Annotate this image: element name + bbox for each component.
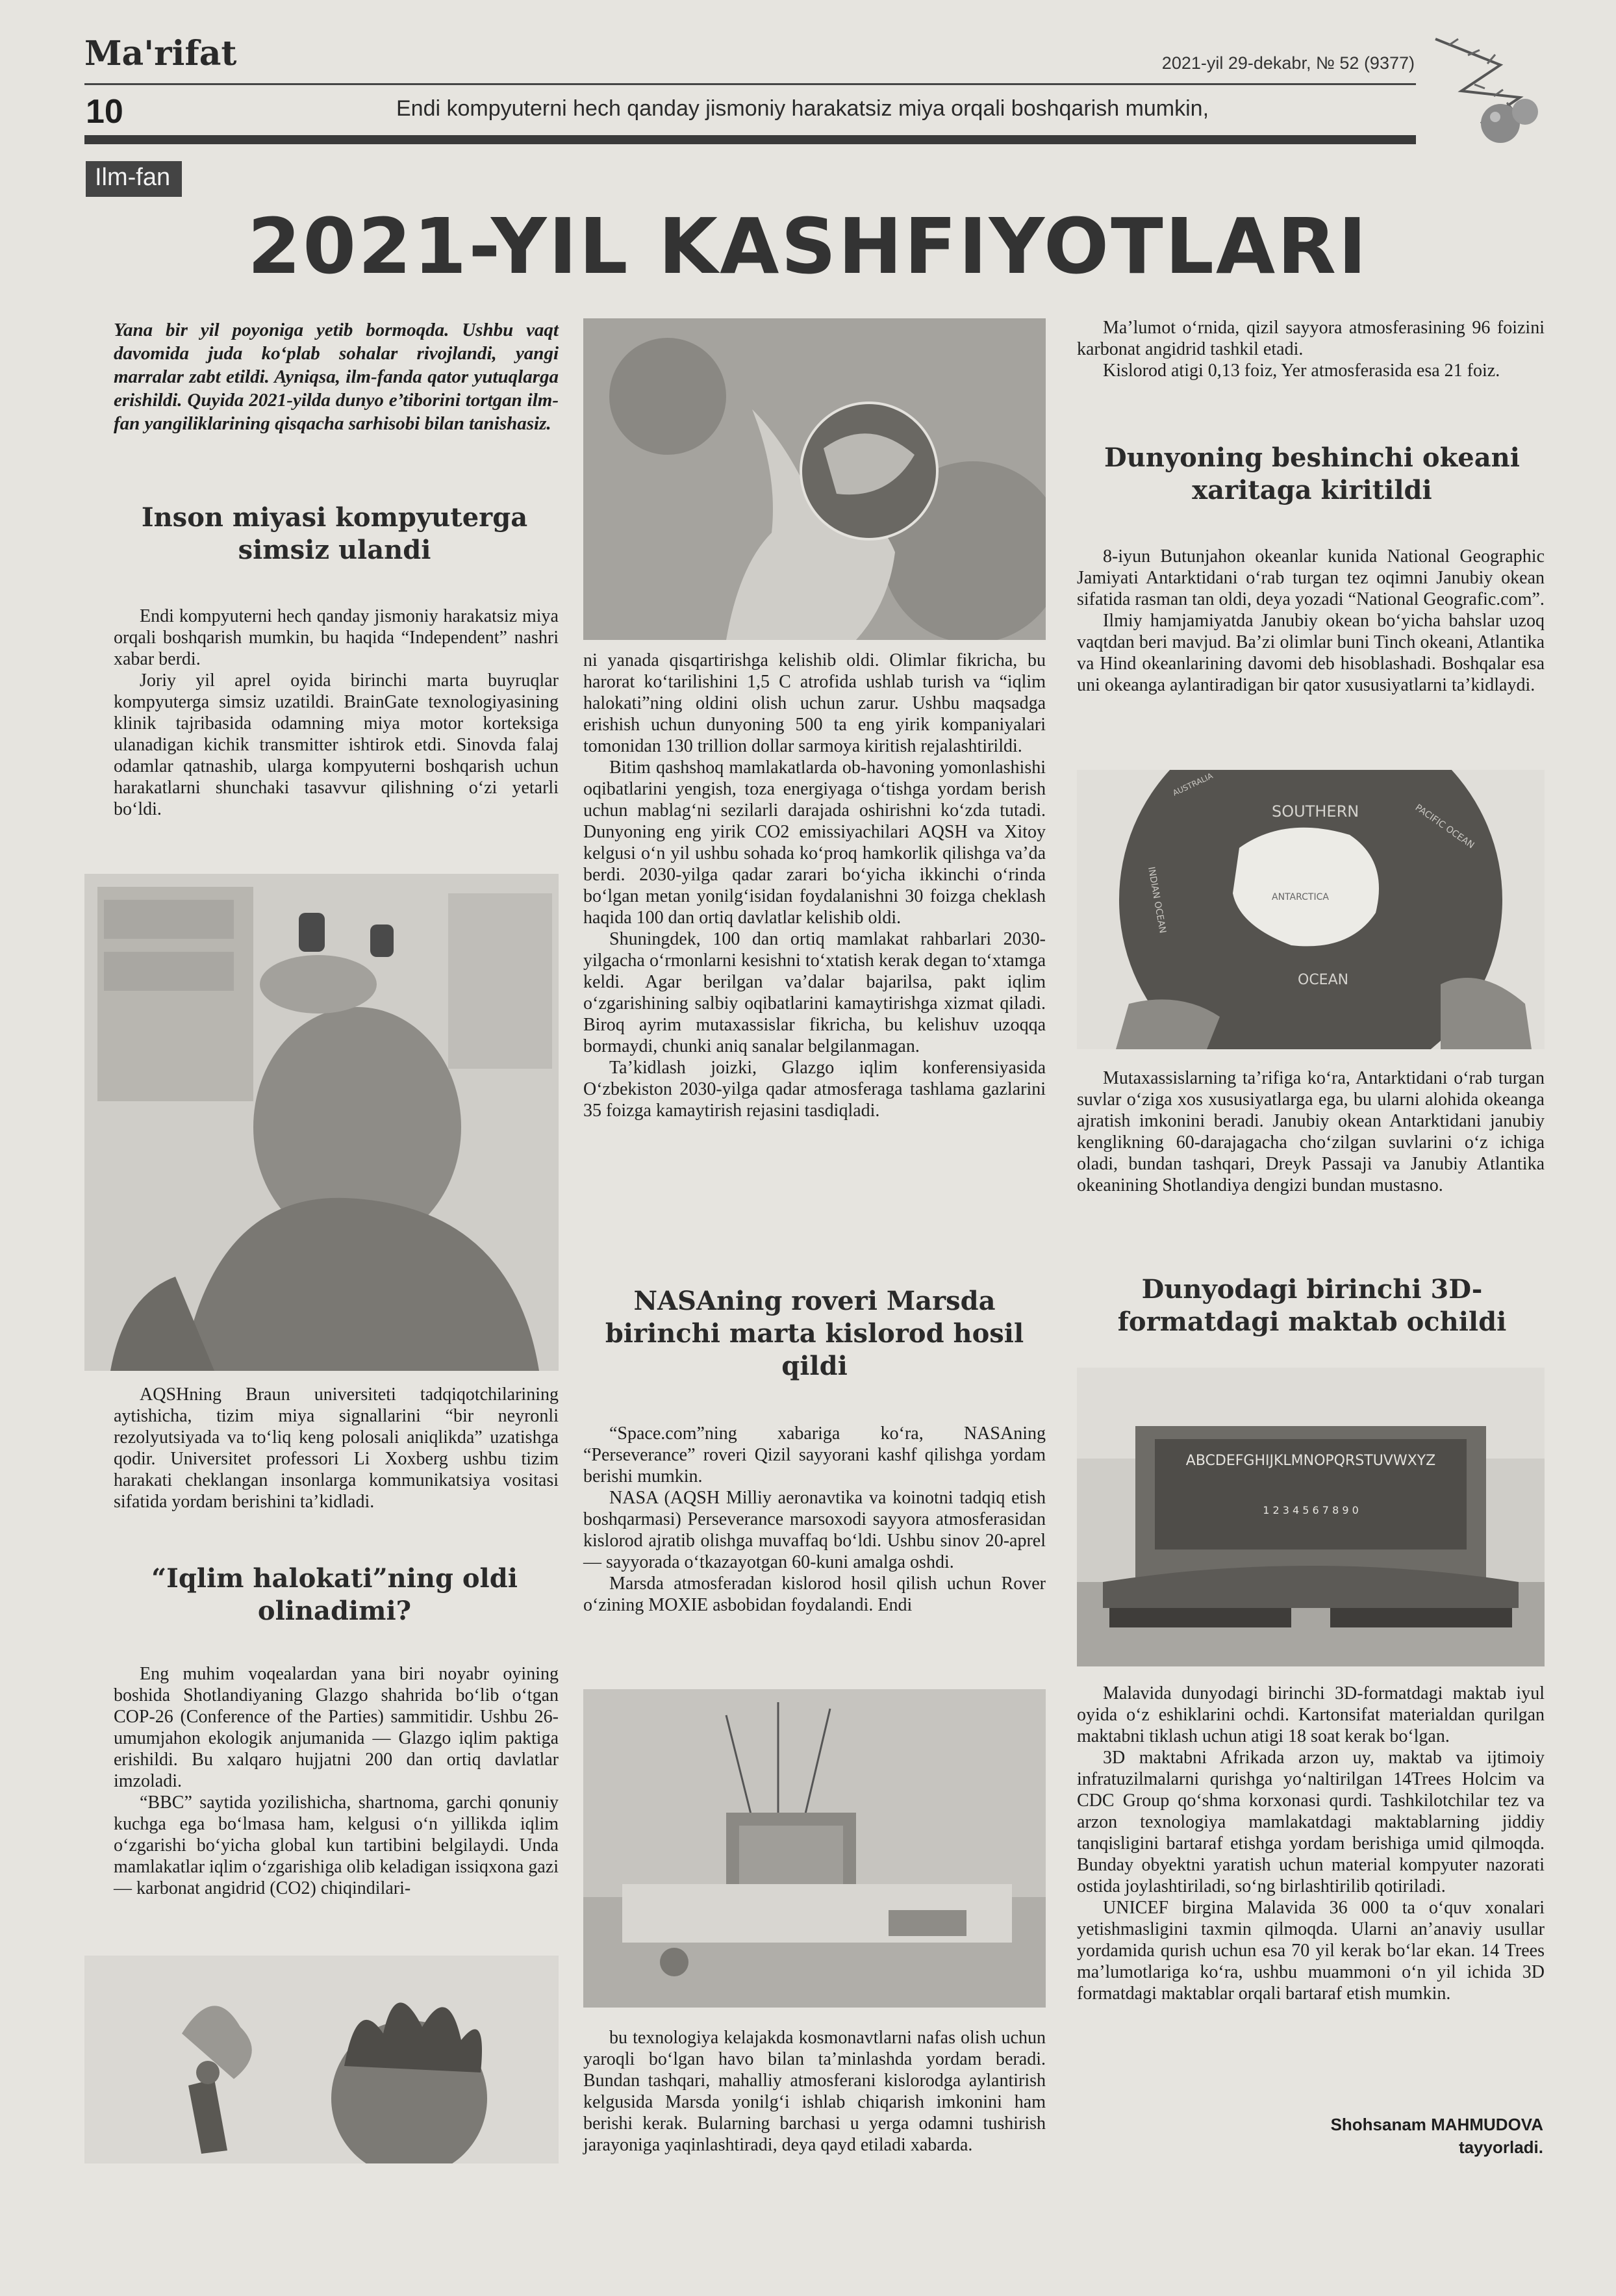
- paragraph: Marsda atmosferadan kislorod hosil qilish uchun Rover o‘zining MOXIE asbobidan foydalandi. Endi: [583, 1574, 1046, 1615]
- article-body: [114, 606, 559, 820]
- article-body: [1077, 1067, 1545, 1196]
- map-southern-ocean: [1077, 770, 1545, 1049]
- article-body: [583, 650, 1046, 1121]
- board-digits: 1 2 3 4 5 6 7 8 9 0: [1263, 1504, 1359, 1516]
- map-label: ANTARCTICA: [1272, 892, 1329, 902]
- header-bar: [84, 135, 1416, 144]
- paragraph: NASA (AQSH Milliy aeronavtika va koinotni tadqiq etish boshqarmasi) Perseverance marsoxodi sayyora atmosferasidan kislorod ajratib olishga muvaffaq bo‘ldi. Ushbu sinov 20-aprel — sayyorada o‘tkazayotgan 60-kuni amalga oshdi.: [583, 1488, 1046, 1572]
- running-header: Endi kompyuterni hech qanday jismoniy harakatsiz miya orqali boshqarish mumkin,: [396, 96, 1209, 121]
- paragraph: “BBC” saytida yozilishicha, shartnoma, garchi qonuniy kuchga ega bo‘lmasa ham, kelgusi o‘n yillikda iqlim o‘zgarishi bo‘yicha global kun tartibini belgilaydi. Unda mamlakatlar iqlim o‘zgarishiga olib keladigan issiqxona gazi — karbonat angidrid (CO2) chiqindilari-: [114, 1792, 559, 1898]
- photo-moxie-instrument: [583, 1689, 1046, 2008]
- article-body: [114, 1384, 559, 1512]
- article-heading: Dunyodagi birinchi 3D-formatdagi maktab ochildi: [1117, 1274, 1507, 1337]
- author-name: Shohsanam MAHMUDOVA: [1330, 2115, 1543, 2134]
- illustration-burning-earth: [84, 1956, 559, 2163]
- paragraph: Shuningdek, 100 dan ortiq mamlakat rahbarlari 2030-yilgacha o‘rmonlarni kesishni to‘xtatish kerak degan to‘xtamga keldi. Agar berilgan va’dalar bajarilsa, pakt iqlim o‘zgarishining salbiy oqibatlarini kamaytirishga xizmat qiladi. Biroq ayrim mutaxassislar fikricha, bu kelishuv uzoqqa bormaydi, chunki aniq sanalar belgilanmagan.: [583, 929, 1046, 1056]
- paragraph: UNICEF birgina Malavida 36 000 ta o‘quv xonalari yetishmasligini taxmin qilmoqda. Ularni an’anaviy usullar yordamida qurish uchun esa 70 yil kerak bo‘lar ekan. 14 Trees ma’lumotlariga ko‘ra, ushbu muammoni o‘n yil ichida 3D formatdagi maktablar orqali bartaraf etish mumkin.: [1077, 1898, 1545, 2004]
- paragraph: bu texnologiya kelajakda kosmonavtlarni nafas olish uchun yaroqli bo‘lgan havo bilan ta’minlashda yordam beradi. Bundan tashqari, mahalliy atmosferani kislorodga aylantirish kelgusida Marsda yonilg‘i ishlab chiqarish imkonini ham berishi kerak. Bularning barchasi u yerga odamni tushirish jarayoniga yaqinlashtiradi, deya qayd etiladi xabarda.: [583, 2028, 1046, 2155]
- paragraph: 3D maktabni Afrikada arzon uy, maktab va ijtimoiy infratuzilmalarni qurishga yo‘naltirilgan 14Trees Holcim va CDC Group qo‘shma korxonasi qurdi. Tashkilotchilar tez va arzon texnologiya mamlakatdagi maktablarning jiddiy tanqisligini bartaraf etishga yordam berishiga umid qilmoqda. Bunday obyektni yaratish uchun material kompyuter nazorati ostida joylashtiriladi, so‘ng birlashtirilib qotiriladi.: [1077, 1748, 1545, 1896]
- photo-brain-implant-patient: [84, 874, 559, 1371]
- paragraph: Ma’lumot o‘rnida, qizil sayyora atmosferasining 96 foizini karbonat angidrid tashkil etadi.: [1077, 318, 1545, 359]
- article-body: [1077, 546, 1545, 696]
- article-body: [1077, 317, 1545, 381]
- christmas-ornament-icon: [1422, 26, 1552, 175]
- map-label: SOUTHERN: [1272, 802, 1359, 821]
- page-title: 2021-YIL KASHFIYOTLARI: [247, 201, 1369, 291]
- map-label: PACIFIC OCEAN: [1413, 802, 1476, 851]
- lead-paragraph: Yana bir yil poyoniga yetib bormoqda. Ushbu vaqt davomida juda ko‘plab sohalar rivojlandi, yangi marralar zabt etildi. Ayniqsa, ilm-fanda qator yutuqlarga erishildi. Quyida 2021-yilda dunyo e’tiborini tortgan ilm-fan yangiliklarining qisqacha sarhisobi bilan tanishasiz.: [114, 320, 559, 434]
- paragraph: Joriy yil aprel oyida birinchi marta buyruqlar kompyuterga simsiz uzatildi. BrainGate texnologiyasining klinik tajribasida odamning miya motor korteksiga ulanadigan kichik transmitter ishtirok etdi. Sinovda falaj odamlar qatnashib, ularga kompyuterni boshqarish uchun harakatlarni shunchaki tasavvur qilishning o‘zi yetarli bo‘ldi.: [114, 670, 559, 819]
- article-body: [1077, 1683, 1545, 2004]
- map-label: AUSTRALIA: [1171, 771, 1215, 798]
- article-heading: “Iqlim halokati”ning oldi olinadimi?: [151, 1563, 518, 1626]
- article-heading: Inson miyasi kompyuterga simsiz ulandi: [141, 502, 528, 565]
- paragraph: Mutaxassislarning ta’rifiga ko‘ra, Antarktidani o‘rab turgan suvlar o‘ziga xos xususiyatlarga ega, bu ularni alohida okeanga ajratish imkonini beradi. Janubiy okean Antarktidani janubiy kenglikning 60-darajagacha cho‘zilgan suvlarini o‘z ichiga oladi, bundan tashqari, Dreyk Passaji va Janubiy Atlantika okeanining Shotlandiya dengizi bundan mustasno.: [1077, 1068, 1545, 1195]
- paragraph: Bitim qashshoq mamlakatlarda ob-havoning yomonlashishi oqibatlarini yengish, toza energiyaga o‘tishga yordam berish uchun mablag‘ni sezilarli darajada oshirishni ko‘zda tutadi. Dunyoning eng yirik CO2 emissiyachilari AQSH va Xitoy kelgusi o‘n yil ushbu sohada ko‘proq hamkorlik qilishga va’da berdi. 2030-yilga qadar zarari bo‘yicha ikkinchi o‘rinda bo‘lgan metan yonilg‘isidan foydalanishni 30 foizga cheklash haqida 100 dan ortiq davlatlar kelishib oldi.: [583, 758, 1046, 928]
- map-label: OCEAN: [1298, 972, 1349, 988]
- paragraph: Kislorod atigi 0,13 foiz, Yer atmosferasida esa 21 foiz.: [1103, 361, 1500, 381]
- article-body: [114, 1663, 559, 1899]
- paragraph: ni yanada qisqartirishga kelishib oldi. Olimlar fikricha, bu harorat ko‘tarilishini 1,5 C atrofida ushlab turish va “iqlim halokati”ning oldini olish uchun zarur. Ushbu maqsadga erishish uchun dunyoning 500 ta eng yirik kompaniyalari tomonidan 130 trillion dollar sarmoya kiritish rejalashtirildi.: [583, 650, 1046, 756]
- masthead: Ma'rifat: [84, 34, 237, 73]
- board-alphabet: ABCDEFGHIJKLMNOPQRSTUVWXYZ: [1185, 1453, 1436, 1469]
- article-body: [583, 2027, 1046, 2156]
- top-rule: [84, 83, 1416, 85]
- map-label: INDIAN OCEAN: [1146, 865, 1168, 934]
- paragraph: Endi kompyuterni hech qanday jismoniy harakatsiz miya orqali boshqarish mumkin, bu haqida “Independent” nashri xabar berdi.: [114, 606, 559, 669]
- paragraph: 8-iyun Butunjahon okeanlar kunida National Geographic Jamiyati Antarktidani o‘rab turgan tez oqimni Janubiy okean sifatida rasman tan oldi, deya yozadi “National Geografic.com”.: [1077, 546, 1545, 609]
- article-body: [583, 1423, 1046, 1616]
- section-rubric: Ilm-fan: [86, 161, 182, 197]
- author-note: tayyorladi.: [1458, 2137, 1543, 2157]
- photo-3d-printed-school: [1077, 1368, 1545, 1666]
- paragraph: Eng muhim voqealardan yana biri noyabr oyining boshida Shotlandiyaning Glazgo shahrida bo‘lib o‘tgan COP-26 (Conference of the Parties) sammitidir. Ushbu 26-umumjahon ekologik anjumanida — Glazgo iqlim paktiga erishildi. Bu xalqaro hujjatni 200 dan ortiq davlatlar imzoladi.: [114, 1664, 559, 1791]
- paragraph: Ta’kidlash joizki, Glazgo iqlim konferensiyasida O‘zbekiston 2030-yilga qadar atmosferaga tashlama gazlarini 35 foizga kamaytirish rejasini tasdiqladi.: [583, 1058, 1046, 1121]
- page-number: 10: [86, 93, 123, 131]
- paragraph: Ilmiy hamjamiyatda Janubiy okean bo‘yicha bahslar uzoq vaqtdan beri mavjud. Ba’zi olimlar buni Tinch okeani, Atlantika va Hind okeanlarining davomi deb hisoblashadi. Boshqalar esa uni okeanga aylantiradigan bir qator xususiyatlarni ta’kidlaydi.: [1077, 611, 1545, 695]
- article-heading: NASAning roveri Marsda birinchi marta kislorod hosil qildi: [605, 1286, 1024, 1381]
- issue-date: 2021-yil 29-dekabr, № 52 (9377): [1161, 53, 1415, 73]
- article-heading: Dunyoning beshinchi okeani xaritaga kiritildi: [1104, 442, 1520, 505]
- paragraph: AQSHning Braun universiteti tadqiqotchilarining aytishicha, tizim miya signallarini “bir neyronli rezolyutsiyada va to‘liq keng polosali aniqlikda” uzatishga qodir. Universitet professori Li Xoxberg ushbu tizim harakati cheklangan insonlarga kommunikatsiya vositasi sifatida yordam berishini ta’kidladi.: [114, 1384, 559, 1512]
- paragraph: “Space.com”ning xabariga ko‘ra, NASAning “Perseverance” roveri Qizil sayyorani kashf qilishga yordam berishi mumkin.: [583, 1423, 1046, 1486]
- paragraph: Malavida dunyodagi birinchi 3D-formatdagi maktab iyul oyida o‘z eshiklarini ochdi. Kartonsifat materialdan qurilgan maktabni tiklash uchun atigi 18 soat kerak bo‘lgan.: [1077, 1683, 1545, 1746]
- photo-hand-holding-glass-globe: [583, 318, 1046, 640]
